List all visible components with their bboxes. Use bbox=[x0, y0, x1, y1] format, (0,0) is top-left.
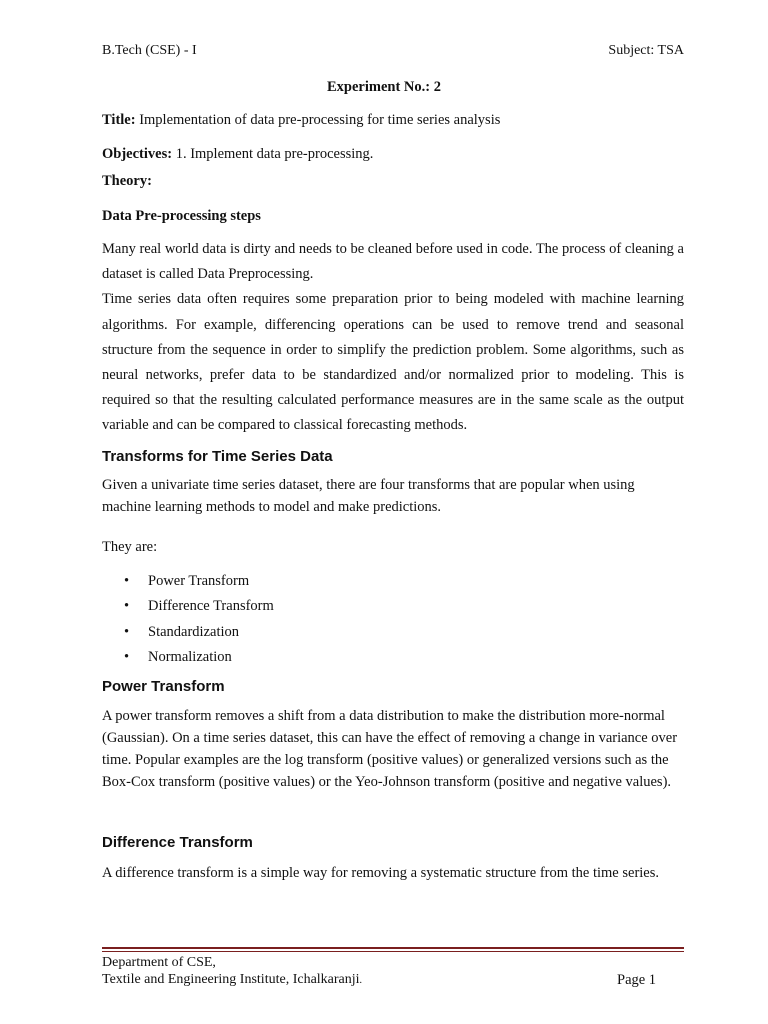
section-heading-transforms: Transforms for Time Series Data bbox=[102, 448, 333, 465]
title-label: Title: bbox=[102, 112, 136, 128]
difference-transform-para: A difference transform is a simple way for removing a systematic structure from the time series. bbox=[102, 865, 660, 881]
footer-rule-thin bbox=[102, 951, 684, 952]
list-item: • Normalization bbox=[124, 647, 274, 672]
footer-department: Department of CSE, bbox=[102, 955, 216, 970]
they-are-label: They are: bbox=[102, 539, 158, 555]
title-line bbox=[102, 112, 684, 129]
list-item: • Difference Transform bbox=[124, 596, 274, 621]
footer-institute-name: Textile and Engineering Institute, Ichalkaranji bbox=[102, 972, 360, 987]
footer-rule-thick bbox=[102, 947, 684, 949]
theory-label: Theory: bbox=[102, 173, 152, 189]
experiment-number: Experiment No.: 2 bbox=[327, 79, 441, 95]
preprocessing-body bbox=[102, 237, 684, 439]
transforms-para: Given a univariate time series dataset, there are four transforms that are popular when using machine learning methods to model and make predictions. bbox=[102, 477, 635, 515]
header-subject: Subject: TSA bbox=[608, 43, 684, 58]
page-number: Page 1 bbox=[617, 972, 657, 988]
footer-institute bbox=[102, 972, 362, 988]
transform-list bbox=[124, 571, 274, 672]
title-text: Implementation of data pre-processing for time series analysis bbox=[135, 112, 501, 128]
section-heading-preprocessing: Data Pre-processing steps bbox=[102, 208, 261, 224]
section-heading-difference-transform: Difference Transform bbox=[102, 834, 253, 851]
objectives-text: 1. Implement data pre-processing. bbox=[172, 146, 374, 162]
preprocessing-para-1: Many real world data is dirty and needs to be cleaned before used in code. The process of cleaning a dataset is called Data Preprocessing. bbox=[102, 241, 684, 283]
section-heading-power-transform: Power Transform bbox=[102, 678, 225, 695]
header-course: B.Tech (CSE) - I bbox=[102, 43, 197, 58]
list-item: • Standardization bbox=[124, 622, 274, 647]
objectives-line bbox=[102, 146, 684, 163]
preprocessing-para-2: Time series data often requires some preparation prior to being modeled with machine learning algorithms. For example, differencing operations can be used to remove trend and seasonal structure from the sequence in order to simplify the prediction problem. Some algorithms, such as neural networks, prefer data to be standardized and/or normalized prior to modeling. This is required so that the resulting calculated performance measures are in the same scale as the output variable and can be compared to classical forecasting methods. bbox=[102, 291, 684, 434]
list-item: • Power Transform bbox=[124, 571, 274, 596]
power-transform-para: A power transform removes a shift from a data distribution to make the distribution more-normal (Gaussian). On a time series dataset, this can have the effect of removing a change in variance over time. Popular examples are the log transform (positive values) or generalized versions such as the Box-Cox transform (positive values) or the Yeo-Johnson transform (positive and negative values). bbox=[102, 708, 678, 790]
footer-institute-dot: . bbox=[359, 975, 363, 986]
objectives-label: Objectives: bbox=[102, 146, 173, 162]
